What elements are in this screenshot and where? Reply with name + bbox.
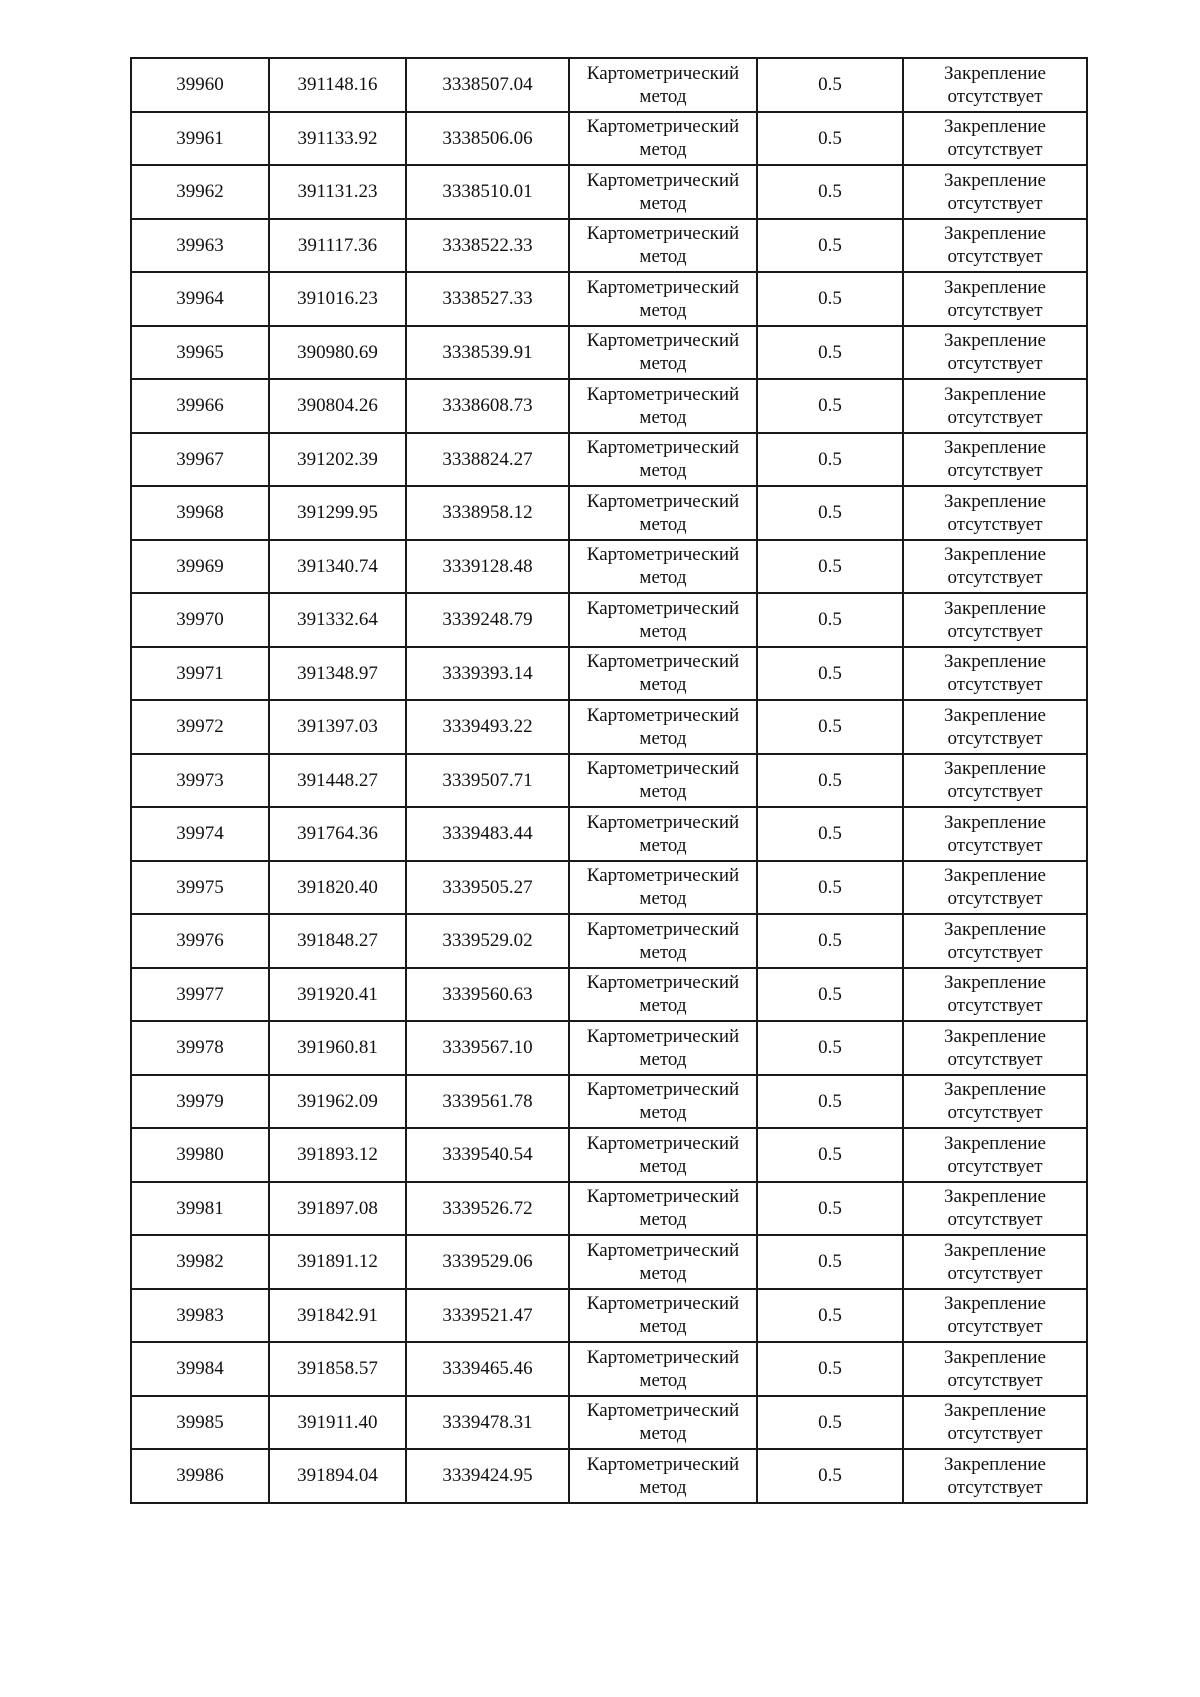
accuracy-cell: 0.5 [757,861,903,915]
table-row [131,1342,1087,1396]
fixation-cell [903,700,1087,754]
method-text: метод [639,1209,687,1231]
fixation-text: отсутствует [947,1102,1043,1124]
fixation-cell [903,379,1087,433]
accuracy-cell: 0.5 [757,112,903,166]
fixation-cell [903,914,1087,968]
method-text: Картометрический [586,116,740,138]
accuracy-cell: 0.5 [757,968,903,1022]
point-number-cell: 39968 [131,486,269,540]
method-text: Картометрический [586,704,740,726]
method-text: Картометрический [586,918,740,940]
method-text: Картометрический [586,330,740,352]
method-text: метод [639,995,687,1017]
method-text: Картометрический [586,1293,740,1315]
point-number-cell: 39964 [131,272,269,326]
x-coordinate-cell: 391962.09 [269,1075,406,1129]
x-coordinate-cell: 391348.97 [269,647,406,701]
accuracy-cell: 0.5 [757,486,903,540]
y-coordinate-cell: 3338608.73 [406,379,569,433]
fixation-text: отсутствует [947,1476,1043,1498]
method-text: метод [639,353,687,375]
fixation-text: Закрепление [944,1293,1046,1315]
fixation-text: отсутствует [947,192,1043,214]
fixation-text: отсутствует [947,460,1043,482]
x-coordinate-cell: 391920.41 [269,968,406,1022]
accuracy-cell: 0.5 [757,754,903,808]
method-text: метод [639,1262,687,1284]
fixation-text: отсутствует [947,1316,1043,1338]
y-coordinate-cell: 3339493.22 [406,700,569,754]
fixation-text: Закрепление [944,169,1046,191]
fixation-text: Закрепление [944,116,1046,138]
method-cell [569,1342,757,1396]
fixation-text: отсутствует [947,888,1043,910]
method-text: Картометрический [586,1132,740,1154]
accuracy-cell: 0.5 [757,58,903,112]
point-number-cell: 39961 [131,112,269,166]
method-cell [569,272,757,326]
fixation-text: отсутствует [947,85,1043,107]
method-cell [569,647,757,701]
table-row [131,1449,1087,1503]
fixation-cell [903,754,1087,808]
x-coordinate-cell: 391911.40 [269,1396,406,1450]
method-cell [569,540,757,594]
method-cell [569,1075,757,1129]
fixation-cell [903,593,1087,647]
fixation-text: отсутствует [947,620,1043,642]
fixation-cell [903,1128,1087,1182]
fixation-text: отсутствует [947,139,1043,161]
method-text: Картометрический [586,437,740,459]
method-text: метод [639,941,687,963]
table-row [131,379,1087,433]
fixation-cell [903,433,1087,487]
fixation-text: отсутствует [947,1369,1043,1391]
fixation-text: Закрепление [944,1079,1046,1101]
fixation-text: Закрепление [944,383,1046,405]
x-coordinate-cell: 391133.92 [269,112,406,166]
table-row [131,754,1087,808]
table-row [131,326,1087,380]
point-number-cell: 39973 [131,754,269,808]
coordinates-table-body [131,58,1087,1503]
table-row [131,593,1087,647]
y-coordinate-cell: 3339560.63 [406,968,569,1022]
fixation-cell [903,1075,1087,1129]
method-text: метод [639,1476,687,1498]
point-number-cell: 39983 [131,1289,269,1343]
method-text: метод [639,1423,687,1445]
x-coordinate-cell: 390804.26 [269,379,406,433]
method-text: метод [639,727,687,749]
method-cell [569,593,757,647]
point-number-cell: 39977 [131,968,269,1022]
method-text: Картометрический [586,865,740,887]
accuracy-cell: 0.5 [757,914,903,968]
method-text: метод [639,1102,687,1124]
y-coordinate-cell: 3339561.78 [406,1075,569,1129]
coordinates-table [130,57,1088,1504]
point-number-cell: 39978 [131,1021,269,1075]
method-text: Картометрический [586,1400,740,1422]
fixation-text: Закрепление [944,544,1046,566]
method-text: метод [639,674,687,696]
x-coordinate-cell: 391332.64 [269,593,406,647]
method-cell [569,112,757,166]
fixation-cell [903,326,1087,380]
method-cell [569,58,757,112]
fixation-text: отсутствует [947,353,1043,375]
point-number-cell: 39974 [131,807,269,861]
x-coordinate-cell: 390980.69 [269,326,406,380]
y-coordinate-cell: 3339393.14 [406,647,569,701]
x-coordinate-cell: 391858.57 [269,1342,406,1396]
method-cell [569,1021,757,1075]
x-coordinate-cell: 391893.12 [269,1128,406,1182]
fixation-text: Закрепление [944,918,1046,940]
table-row [131,1396,1087,1450]
accuracy-cell: 0.5 [757,593,903,647]
fixation-text: отсутствует [947,1262,1043,1284]
table-row [131,647,1087,701]
table-row [131,272,1087,326]
fixation-text: Закрепление [944,1400,1046,1422]
method-cell [569,861,757,915]
method-text: Картометрический [586,223,740,245]
point-number-cell: 39960 [131,58,269,112]
method-text: метод [639,246,687,268]
method-cell [569,754,757,808]
point-number-cell: 39965 [131,326,269,380]
x-coordinate-cell: 391397.03 [269,700,406,754]
fixation-cell [903,861,1087,915]
method-text: метод [639,85,687,107]
y-coordinate-cell: 3339465.46 [406,1342,569,1396]
point-number-cell: 39966 [131,379,269,433]
y-coordinate-cell: 3338527.33 [406,272,569,326]
point-number-cell: 39971 [131,647,269,701]
y-coordinate-cell: 3339424.95 [406,1449,569,1503]
table-row [131,700,1087,754]
table-row [131,861,1087,915]
point-number-cell: 39980 [131,1128,269,1182]
fixation-cell [903,1021,1087,1075]
accuracy-cell: 0.5 [757,326,903,380]
accuracy-cell: 0.5 [757,647,903,701]
point-number-cell: 39986 [131,1449,269,1503]
method-text: метод [639,299,687,321]
x-coordinate-cell: 391117.36 [269,219,406,273]
point-number-cell: 39981 [131,1182,269,1236]
x-coordinate-cell: 391820.40 [269,861,406,915]
method-text: метод [639,406,687,428]
method-text: Картометрический [586,544,740,566]
y-coordinate-cell: 3339483.44 [406,807,569,861]
fixation-cell [903,1182,1087,1236]
y-coordinate-cell: 3338506.06 [406,112,569,166]
x-coordinate-cell: 391842.91 [269,1289,406,1343]
y-coordinate-cell: 3339505.27 [406,861,569,915]
fixation-text: отсутствует [947,513,1043,535]
y-coordinate-cell: 3339526.72 [406,1182,569,1236]
fixation-cell [903,1396,1087,1450]
accuracy-cell: 0.5 [757,1182,903,1236]
x-coordinate-cell: 391448.27 [269,754,406,808]
accuracy-cell: 0.5 [757,1396,903,1450]
fixation-text: Закрепление [944,1025,1046,1047]
method-text: Картометрический [586,1079,740,1101]
x-coordinate-cell: 391897.08 [269,1182,406,1236]
x-coordinate-cell: 391891.12 [269,1235,406,1289]
method-cell [569,1128,757,1182]
method-cell [569,433,757,487]
table-row [131,1235,1087,1289]
method-text: Картометрический [586,62,740,84]
method-text: метод [639,834,687,856]
fixation-text: отсутствует [947,1155,1043,1177]
x-coordinate-cell: 391340.74 [269,540,406,594]
method-text: Картометрический [586,758,740,780]
fixation-text: Закрепление [944,1239,1046,1261]
method-cell [569,1182,757,1236]
method-text: метод [639,513,687,535]
method-cell [569,486,757,540]
fixation-text: отсутствует [947,674,1043,696]
method-text: Картометрический [586,1239,740,1261]
point-number-cell: 39972 [131,700,269,754]
table-row [131,1075,1087,1129]
fixation-text: отсутствует [947,941,1043,963]
x-coordinate-cell: 391894.04 [269,1449,406,1503]
y-coordinate-cell: 3339128.48 [406,540,569,594]
fixation-text: отсутствует [947,1209,1043,1231]
y-coordinate-cell: 3339529.06 [406,1235,569,1289]
method-text: метод [639,781,687,803]
fixation-text: Закрепление [944,972,1046,994]
fixation-cell [903,112,1087,166]
table-row [131,219,1087,273]
fixation-text: отсутствует [947,299,1043,321]
table-row [131,58,1087,112]
point-number-cell: 39975 [131,861,269,915]
method-cell [569,700,757,754]
fixation-cell [903,219,1087,273]
x-coordinate-cell: 391960.81 [269,1021,406,1075]
fixation-text: Закрепление [944,330,1046,352]
point-number-cell: 39984 [131,1342,269,1396]
method-text: Картометрический [586,651,740,673]
accuracy-cell: 0.5 [757,1289,903,1343]
method-cell [569,914,757,968]
table-row [131,914,1087,968]
method-cell [569,1289,757,1343]
fixation-text: отсутствует [947,1048,1043,1070]
method-text: Картометрический [586,811,740,833]
point-number-cell: 39963 [131,219,269,273]
point-number-cell: 39985 [131,1396,269,1450]
fixation-text: Закрепление [944,865,1046,887]
method-cell [569,968,757,1022]
point-number-cell: 39979 [131,1075,269,1129]
point-number-cell: 39982 [131,1235,269,1289]
method-cell [569,165,757,219]
accuracy-cell: 0.5 [757,1235,903,1289]
accuracy-cell: 0.5 [757,219,903,273]
method-text: метод [639,139,687,161]
fixation-text: отсутствует [947,406,1043,428]
fixation-text: Закрепление [944,1346,1046,1368]
y-coordinate-cell: 3338522.33 [406,219,569,273]
y-coordinate-cell: 3339567.10 [406,1021,569,1075]
method-text: метод [639,567,687,589]
fixation-text: отсутствует [947,781,1043,803]
fixation-text: Закрепление [944,811,1046,833]
x-coordinate-cell: 391202.39 [269,433,406,487]
table-row [131,1128,1087,1182]
fixation-cell [903,1235,1087,1289]
fixation-cell [903,486,1087,540]
method-text: Картометрический [586,490,740,512]
fixation-cell [903,1289,1087,1343]
method-text: метод [639,1369,687,1391]
fixation-cell [903,540,1087,594]
accuracy-cell: 0.5 [757,433,903,487]
y-coordinate-cell: 3338510.01 [406,165,569,219]
accuracy-cell: 0.5 [757,379,903,433]
accuracy-cell: 0.5 [757,1128,903,1182]
point-number-cell: 39976 [131,914,269,968]
method-text: метод [639,1155,687,1177]
table-row [131,1182,1087,1236]
x-coordinate-cell: 391148.16 [269,58,406,112]
method-cell [569,1235,757,1289]
accuracy-cell: 0.5 [757,1449,903,1503]
x-coordinate-cell: 391016.23 [269,272,406,326]
y-coordinate-cell: 3339507.71 [406,754,569,808]
method-text: метод [639,1048,687,1070]
method-text: метод [639,192,687,214]
fixation-text: Закрепление [944,223,1046,245]
table-row [131,540,1087,594]
fixation-text: отсутствует [947,1423,1043,1445]
y-coordinate-cell: 3338958.12 [406,486,569,540]
fixation-cell [903,1449,1087,1503]
fixation-text: отсутствует [947,727,1043,749]
table-row [131,486,1087,540]
method-cell [569,326,757,380]
x-coordinate-cell: 391299.95 [269,486,406,540]
accuracy-cell: 0.5 [757,272,903,326]
fixation-text: Закрепление [944,1132,1046,1154]
table-row [131,968,1087,1022]
fixation-cell [903,968,1087,1022]
method-text: метод [639,460,687,482]
accuracy-cell: 0.5 [757,165,903,219]
table-row [131,1021,1087,1075]
method-cell [569,1396,757,1450]
fixation-text: Закрепление [944,276,1046,298]
accuracy-cell: 0.5 [757,700,903,754]
table-row [131,433,1087,487]
y-coordinate-cell: 3338507.04 [406,58,569,112]
point-number-cell: 39969 [131,540,269,594]
method-text: метод [639,888,687,910]
y-coordinate-cell: 3338824.27 [406,433,569,487]
method-cell [569,1449,757,1503]
method-text: Картометрический [586,1186,740,1208]
method-text: Картометрический [586,1453,740,1475]
fixation-text: Закрепление [944,1186,1046,1208]
method-cell [569,219,757,273]
point-number-cell: 39962 [131,165,269,219]
accuracy-cell: 0.5 [757,807,903,861]
accuracy-cell: 0.5 [757,540,903,594]
y-coordinate-cell: 3339478.31 [406,1396,569,1450]
method-text: Картометрический [586,276,740,298]
fixation-cell [903,272,1087,326]
fixation-text: отсутствует [947,834,1043,856]
fixation-cell [903,165,1087,219]
method-text: Картометрический [586,597,740,619]
fixation-cell [903,647,1087,701]
method-cell [569,379,757,433]
fixation-text: отсутствует [947,995,1043,1017]
fixation-cell [903,1342,1087,1396]
table-row [131,1289,1087,1343]
accuracy-cell: 0.5 [757,1075,903,1129]
method-text: Картометрический [586,1346,740,1368]
y-coordinate-cell: 3338539.91 [406,326,569,380]
method-text: Картометрический [586,383,740,405]
y-coordinate-cell: 3339248.79 [406,593,569,647]
method-text: метод [639,1316,687,1338]
x-coordinate-cell: 391131.23 [269,165,406,219]
accuracy-cell: 0.5 [757,1342,903,1396]
table-row [131,112,1087,166]
fixation-text: Закрепление [944,651,1046,673]
point-number-cell: 39970 [131,593,269,647]
fixation-text: отсутствует [947,567,1043,589]
fixation-text: Закрепление [944,597,1046,619]
fixation-cell [903,58,1087,112]
fixation-text: Закрепление [944,62,1046,84]
table-row [131,807,1087,861]
fixation-text: Закрепление [944,704,1046,726]
y-coordinate-cell: 3339540.54 [406,1128,569,1182]
fixation-text: отсутствует [947,246,1043,268]
fixation-text: Закрепление [944,490,1046,512]
x-coordinate-cell: 391764.36 [269,807,406,861]
table-row [131,165,1087,219]
accuracy-cell: 0.5 [757,1021,903,1075]
fixation-text: Закрепление [944,437,1046,459]
y-coordinate-cell: 3339529.02 [406,914,569,968]
method-text: Картометрический [586,972,740,994]
method-text: Картометрический [586,1025,740,1047]
x-coordinate-cell: 391848.27 [269,914,406,968]
method-cell [569,807,757,861]
method-text: метод [639,620,687,642]
point-number-cell: 39967 [131,433,269,487]
y-coordinate-cell: 3339521.47 [406,1289,569,1343]
fixation-cell [903,807,1087,861]
method-text: Картометрический [586,169,740,191]
fixation-text: Закрепление [944,758,1046,780]
fixation-text: Закрепление [944,1453,1046,1475]
